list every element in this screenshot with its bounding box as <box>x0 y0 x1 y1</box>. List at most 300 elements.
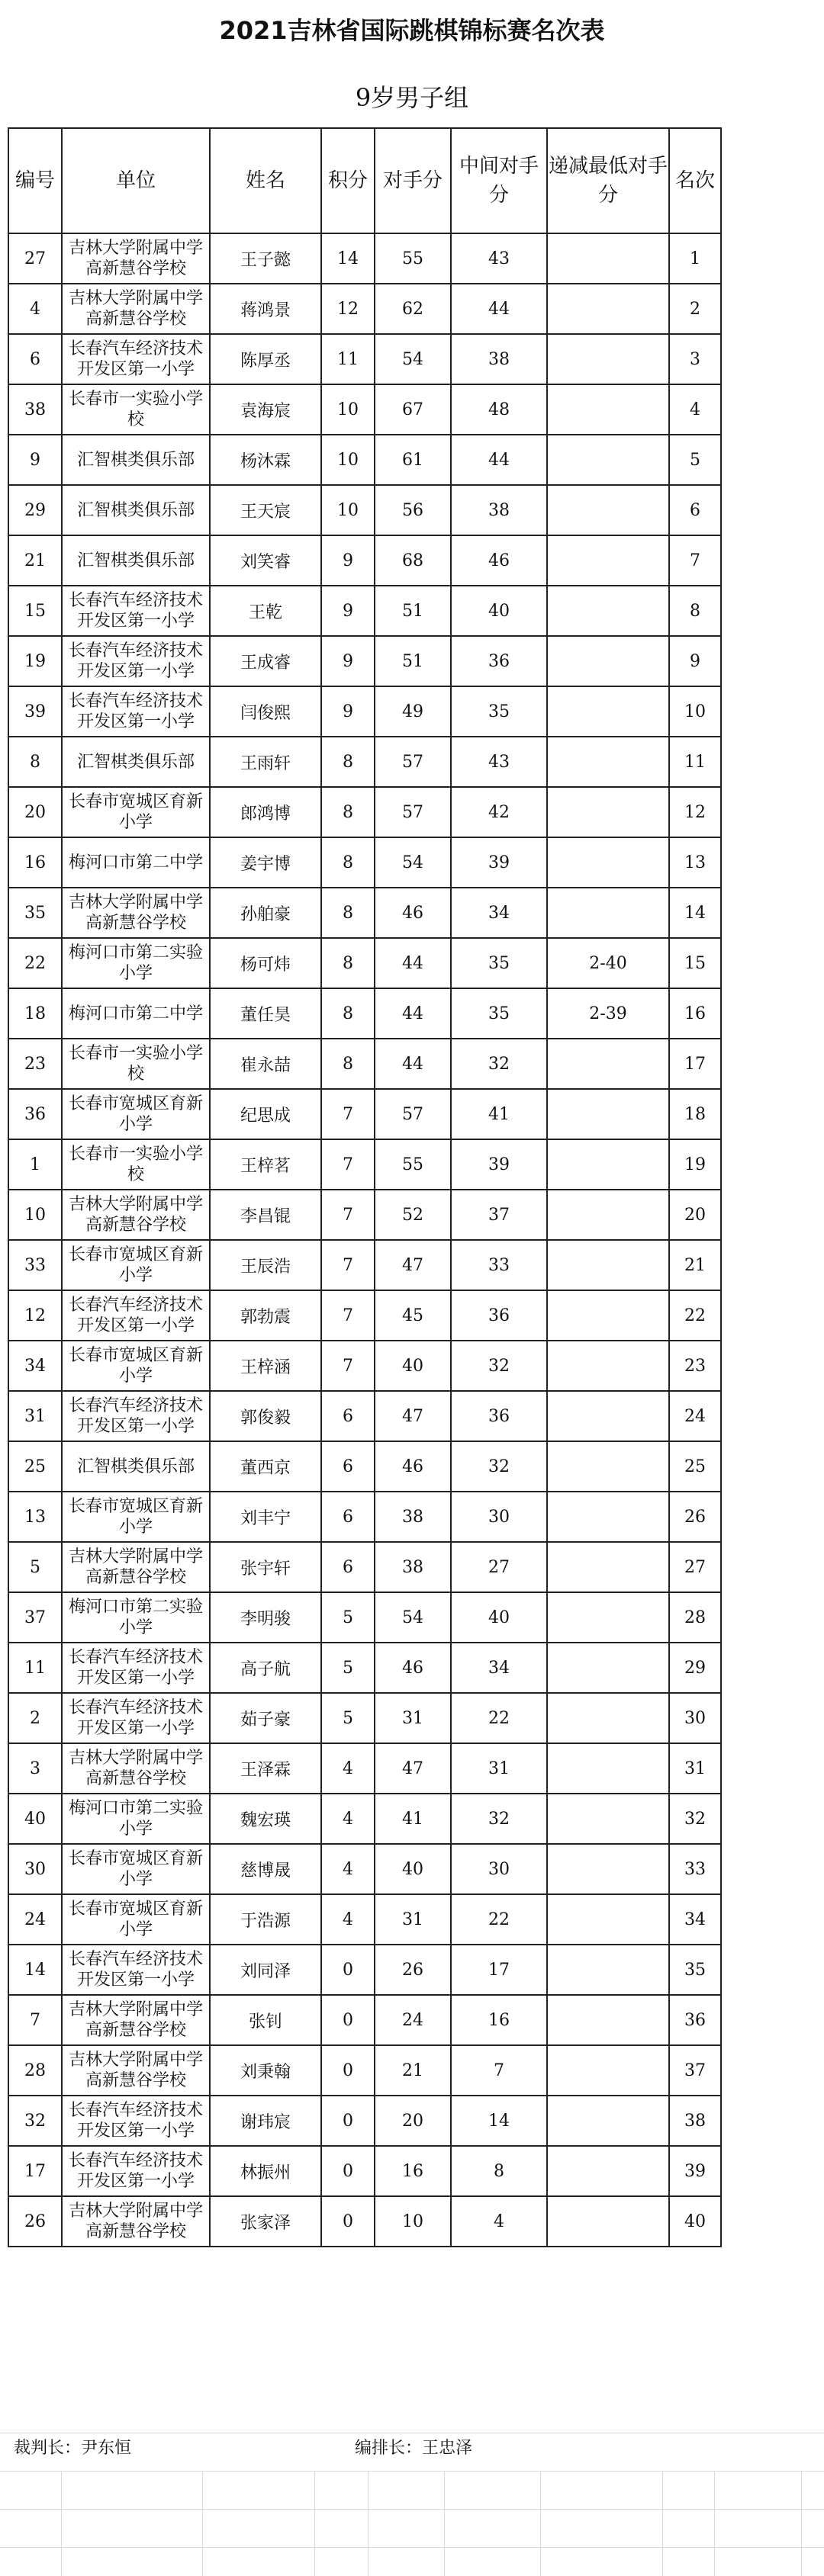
cell-name: 杨沐霖 <box>210 435 321 485</box>
table-row <box>8 1592 810 1643</box>
cell-name: 郭勃震 <box>210 1290 321 1341</box>
cell-reduced-score <box>547 1743 669 1794</box>
cell-opponent-score: 31 <box>375 1894 451 1945</box>
cell-unit: 长春市宽城区育新小学 <box>62 1492 210 1542</box>
cell-reduced-score <box>547 1441 669 1492</box>
cell-id: 29 <box>8 485 62 535</box>
cell-points: 6 <box>321 1441 375 1492</box>
cell-id: 20 <box>8 787 62 837</box>
table-row <box>8 334 810 384</box>
cell-median-score: 39 <box>451 1139 547 1190</box>
table-row <box>8 1391 810 1441</box>
cell-rank: 5 <box>669 435 721 485</box>
cell-id: 38 <box>8 384 62 435</box>
blank-cell <box>721 1743 810 1794</box>
cell-reduced-score <box>547 1190 669 1240</box>
cell-unit: 长春市一实验小学校 <box>62 384 210 435</box>
cell-opponent-score: 46 <box>375 1643 451 1693</box>
table-row <box>8 787 810 837</box>
cell-unit: 长春汽车经济技术开发区第一小学 <box>62 586 210 636</box>
table-row <box>8 1492 810 1542</box>
cell-name: 高子航 <box>210 1643 321 1693</box>
cell-reduced-score <box>547 837 669 888</box>
table-row <box>8 2146 810 2196</box>
grid-line <box>368 2471 369 2576</box>
cell-opponent-score: 57 <box>375 1089 451 1139</box>
cell-opponent-score: 54 <box>375 837 451 888</box>
cell-unit: 吉林大学附属中学高新慧谷学校 <box>62 2045 210 2096</box>
cell-reduced-score <box>547 1542 669 1592</box>
cell-points: 14 <box>321 233 375 284</box>
table-row <box>8 938 810 988</box>
blank-cell <box>721 1290 810 1341</box>
table-row <box>8 1139 810 1190</box>
cell-opponent-score: 44 <box>375 1039 451 1089</box>
blank-cell <box>721 888 810 938</box>
cell-points: 7 <box>321 1089 375 1139</box>
cell-id: 37 <box>8 1592 62 1643</box>
cell-id: 40 <box>8 1794 62 1844</box>
cell-reduced-score <box>547 284 669 334</box>
cell-rank: 37 <box>669 2045 721 2096</box>
cell-unit: 汇智棋类俱乐部 <box>62 1441 210 1492</box>
table-row <box>8 535 810 586</box>
cell-name: 袁海宸 <box>210 384 321 435</box>
cell-points: 6 <box>321 1492 375 1542</box>
cell-median-score: 34 <box>451 888 547 938</box>
cell-points: 6 <box>321 1542 375 1592</box>
cell-opponent-score: 21 <box>375 2045 451 2096</box>
cell-id: 5 <box>8 1542 62 1592</box>
cell-rank: 2 <box>669 284 721 334</box>
cell-reduced-score <box>547 384 669 435</box>
blank-cell <box>721 1542 810 1592</box>
blank-cell <box>721 1592 810 1643</box>
cell-points: 8 <box>321 888 375 938</box>
grid-line <box>0 2471 824 2472</box>
blank-cell <box>721 1945 810 1995</box>
cell-median-score: 32 <box>451 1039 547 1089</box>
table-row <box>8 1844 810 1894</box>
cell-opponent-score: 46 <box>375 1441 451 1492</box>
cell-opponent-score: 57 <box>375 787 451 837</box>
cell-opponent-score: 51 <box>375 586 451 636</box>
blank-cell <box>721 1995 810 2045</box>
cell-reduced-score <box>547 334 669 384</box>
cell-name: 王辰浩 <box>210 1240 321 1290</box>
cell-median-score: 30 <box>451 1844 547 1894</box>
table-row <box>8 636 810 686</box>
cell-median-score: 43 <box>451 737 547 787</box>
blank-cell <box>721 2146 810 2196</box>
cell-name: 李昌锟 <box>210 1190 321 1240</box>
cell-median-score: 32 <box>451 1341 547 1391</box>
cell-opponent-score: 68 <box>375 535 451 586</box>
cell-unit: 汇智棋类俱乐部 <box>62 535 210 586</box>
cell-reduced-score: 2-40 <box>547 938 669 988</box>
grid-line <box>662 2471 663 2576</box>
grid-line <box>540 2471 541 2576</box>
cell-unit: 吉林大学附属中学高新慧谷学校 <box>62 888 210 938</box>
cell-rank: 36 <box>669 1995 721 2045</box>
table-row <box>8 737 810 787</box>
cell-id: 19 <box>8 636 62 686</box>
cell-points: 10 <box>321 384 375 435</box>
cell-opponent-score: 56 <box>375 485 451 535</box>
cell-name: 蒋鸿景 <box>210 284 321 334</box>
table-row <box>8 1341 810 1391</box>
header-opponent-score: 对手分 <box>375 128 451 233</box>
cell-name: 刘笑睿 <box>210 535 321 586</box>
table-row <box>8 384 810 435</box>
cell-opponent-score: 40 <box>375 1844 451 1894</box>
cell-unit: 长春汽车经济技术开发区第一小学 <box>62 1693 210 1743</box>
scheduler-label: 编排长：王忠泽 <box>355 2439 473 2458</box>
blank-cell <box>721 737 810 787</box>
cell-unit: 长春市宽城区育新小学 <box>62 1089 210 1139</box>
cell-opponent-score: 38 <box>375 1492 451 1542</box>
cell-median-score: 22 <box>451 1894 547 1945</box>
cell-reduced-score <box>547 535 669 586</box>
cell-reduced-score <box>547 1643 669 1693</box>
ranking-table <box>8 127 810 2247</box>
blank-cell <box>721 1643 810 1693</box>
cell-points: 0 <box>321 1995 375 2045</box>
table-row <box>8 1794 810 1844</box>
blank-cell <box>721 535 810 586</box>
cell-median-score: 38 <box>451 485 547 535</box>
cell-id: 13 <box>8 1492 62 1542</box>
blank-cell <box>721 1139 810 1190</box>
cell-name: 林振州 <box>210 2146 321 2196</box>
cell-rank: 13 <box>669 837 721 888</box>
header-row <box>8 128 810 233</box>
cell-median-score: 4 <box>451 2196 547 2247</box>
cell-points: 7 <box>321 1190 375 1240</box>
blank-cell <box>721 1441 810 1492</box>
cell-unit: 长春汽车经济技术开发区第一小学 <box>62 1945 210 1995</box>
cell-id: 9 <box>8 435 62 485</box>
cell-id: 4 <box>8 284 62 334</box>
cell-median-score: 30 <box>451 1492 547 1542</box>
cell-rank: 7 <box>669 535 721 586</box>
cell-id: 8 <box>8 737 62 787</box>
cell-opponent-score: 20 <box>375 2096 451 2146</box>
cell-reduced-score <box>547 1391 669 1441</box>
cell-points: 8 <box>321 938 375 988</box>
cell-points: 5 <box>321 1693 375 1743</box>
cell-reduced-score <box>547 1945 669 1995</box>
cell-rank: 33 <box>669 1844 721 1894</box>
header-unit: 单位 <box>62 128 210 233</box>
cell-reduced-score <box>547 1492 669 1542</box>
table-row <box>8 1743 810 1794</box>
cell-reduced-score <box>547 435 669 485</box>
cell-rank: 35 <box>669 1945 721 1995</box>
cell-reduced-score: 2-39 <box>547 988 669 1039</box>
cell-median-score: 37 <box>451 1190 547 1240</box>
cell-opponent-score: 44 <box>375 938 451 988</box>
cell-points: 0 <box>321 1945 375 1995</box>
cell-rank: 11 <box>669 737 721 787</box>
cell-rank: 32 <box>669 1794 721 1844</box>
cell-opponent-score: 31 <box>375 1693 451 1743</box>
table-row <box>8 1945 810 1995</box>
header-id: 编号 <box>8 128 62 233</box>
cell-opponent-score: 55 <box>375 1139 451 1190</box>
cell-reduced-score <box>547 1592 669 1643</box>
table-row <box>8 888 810 938</box>
cell-name: 王乾 <box>210 586 321 636</box>
cell-unit: 长春市宽城区育新小学 <box>62 1240 210 1290</box>
table-row <box>8 988 810 1039</box>
cell-unit: 吉林大学附属中学高新慧谷学校 <box>62 1743 210 1794</box>
cell-id: 14 <box>8 1945 62 1995</box>
cell-id: 21 <box>8 535 62 586</box>
cell-unit: 长春汽车经济技术开发区第一小学 <box>62 2096 210 2146</box>
cell-rank: 17 <box>669 1039 721 1089</box>
cell-name: 张宇轩 <box>210 1542 321 1592</box>
cell-reduced-score <box>547 1693 669 1743</box>
blank-cell <box>721 233 810 284</box>
cell-points: 4 <box>321 1794 375 1844</box>
cell-median-score: 14 <box>451 2096 547 2146</box>
cell-opponent-score: 54 <box>375 334 451 384</box>
cell-reduced-score <box>547 636 669 686</box>
cell-median-score: 42 <box>451 787 547 837</box>
cell-median-score: 31 <box>451 1743 547 1794</box>
cell-unit: 长春市宽城区育新小学 <box>62 787 210 837</box>
cell-id: 18 <box>8 988 62 1039</box>
blank-cell <box>721 1894 810 1945</box>
cell-id: 33 <box>8 1240 62 1290</box>
cell-rank: 10 <box>669 686 721 737</box>
blank-cell <box>721 384 810 435</box>
cell-median-score: 32 <box>451 1794 547 1844</box>
grid-line <box>714 2471 715 2576</box>
blank-cell <box>721 1391 810 1441</box>
blank-cell <box>721 837 810 888</box>
cell-unit: 长春市宽城区育新小学 <box>62 1844 210 1894</box>
table-row <box>8 686 810 737</box>
cell-median-score: 44 <box>451 435 547 485</box>
cell-reduced-score <box>547 1039 669 1089</box>
cell-id: 15 <box>8 586 62 636</box>
cell-id: 2 <box>8 1693 62 1743</box>
table-row <box>8 435 810 485</box>
cell-median-score: 40 <box>451 586 547 636</box>
cell-opponent-score: 57 <box>375 737 451 787</box>
cell-median-score: 35 <box>451 938 547 988</box>
cell-unit: 长春市一实验小学校 <box>62 1039 210 1089</box>
cell-opponent-score: 54 <box>375 1592 451 1643</box>
cell-rank: 16 <box>669 988 721 1039</box>
cell-points: 7 <box>321 1341 375 1391</box>
cell-id: 17 <box>8 2146 62 2196</box>
blank-cell <box>721 1190 810 1240</box>
table-row <box>8 284 810 334</box>
cell-name: 张钊 <box>210 1995 321 2045</box>
cell-rank: 22 <box>669 1290 721 1341</box>
cell-opponent-score: 46 <box>375 888 451 938</box>
cell-opponent-score: 16 <box>375 2146 451 2196</box>
cell-name: 刘丰宁 <box>210 1492 321 1542</box>
blank-cell <box>721 1089 810 1139</box>
cell-median-score: 36 <box>451 636 547 686</box>
cell-unit: 长春市宽城区育新小学 <box>62 1341 210 1391</box>
blank-cell <box>721 284 810 334</box>
cell-opponent-score: 62 <box>375 284 451 334</box>
cell-rank: 15 <box>669 938 721 988</box>
cell-points: 8 <box>321 787 375 837</box>
cell-reduced-score <box>547 888 669 938</box>
cell-points: 9 <box>321 636 375 686</box>
blank-cell <box>721 334 810 384</box>
page-title: 2021吉林省国际跳棋锦标赛名次表 <box>219 16 605 45</box>
cell-points: 7 <box>321 1290 375 1341</box>
cell-rank: 21 <box>669 1240 721 1290</box>
cell-reduced-score <box>547 1894 669 1945</box>
cell-reduced-score <box>547 233 669 284</box>
cell-points: 10 <box>321 435 375 485</box>
grid-line <box>444 2471 445 2576</box>
cell-unit: 吉林大学附属中学高新慧谷学校 <box>62 1995 210 2045</box>
cell-points: 5 <box>321 1592 375 1643</box>
cell-median-score: 48 <box>451 384 547 435</box>
cell-unit: 长春汽车经济技术开发区第一小学 <box>62 1391 210 1441</box>
cell-rank: 38 <box>669 2096 721 2146</box>
blank-cell <box>721 2096 810 2146</box>
cell-id: 28 <box>8 2045 62 2096</box>
cell-unit: 长春汽车经济技术开发区第一小学 <box>62 686 210 737</box>
cell-unit: 吉林大学附属中学高新慧谷学校 <box>62 284 210 334</box>
cell-name: 刘秉翰 <box>210 2045 321 2096</box>
blank-cell <box>721 1341 810 1391</box>
cell-points: 0 <box>321 2045 375 2096</box>
cell-points: 9 <box>321 586 375 636</box>
cell-id: 32 <box>8 2096 62 2146</box>
cell-name: 王雨轩 <box>210 737 321 787</box>
cell-name: 于浩源 <box>210 1894 321 1945</box>
table-row <box>8 485 810 535</box>
cell-rank: 12 <box>669 787 721 837</box>
cell-points: 10 <box>321 485 375 535</box>
cell-name: 陈厚丞 <box>210 334 321 384</box>
table-row <box>8 1290 810 1341</box>
cell-reduced-score <box>547 1341 669 1391</box>
cell-median-score: 36 <box>451 1391 547 1441</box>
blank-cell <box>721 636 810 686</box>
referee-label: 裁判长：尹东恒 <box>14 2439 132 2458</box>
group-subtitle: 9岁男子组 <box>355 83 469 112</box>
cell-id: 23 <box>8 1039 62 1089</box>
cell-rank: 20 <box>669 1190 721 1240</box>
cell-reduced-score <box>547 2146 669 2196</box>
cell-rank: 14 <box>669 888 721 938</box>
cell-median-score: 38 <box>451 334 547 384</box>
cell-unit: 梅河口市第二实验小学 <box>62 1794 210 1844</box>
cell-points: 9 <box>321 686 375 737</box>
cell-id: 1 <box>8 1139 62 1190</box>
cell-name: 魏宏瑛 <box>210 1794 321 1844</box>
cell-points: 8 <box>321 1039 375 1089</box>
cell-id: 25 <box>8 1441 62 1492</box>
cell-median-score: 36 <box>451 1290 547 1341</box>
cell-id: 10 <box>8 1190 62 1240</box>
cell-points: 9 <box>321 535 375 586</box>
cell-median-score: 27 <box>451 1542 547 1592</box>
table-row <box>8 1693 810 1743</box>
grid-line <box>61 2471 62 2576</box>
cell-name: 董西京 <box>210 1441 321 1492</box>
cell-id: 39 <box>8 686 62 737</box>
blank-cell <box>721 485 810 535</box>
grid-line <box>202 2471 203 2576</box>
cell-reduced-score <box>547 1794 669 1844</box>
cell-unit: 汇智棋类俱乐部 <box>62 737 210 787</box>
cell-opponent-score: 47 <box>375 1743 451 1794</box>
blank-cell <box>721 1794 810 1844</box>
blank-cell <box>721 1693 810 1743</box>
cell-median-score: 33 <box>451 1240 547 1290</box>
cell-median-score: 32 <box>451 1441 547 1492</box>
cell-unit: 长春汽车经济技术开发区第一小学 <box>62 1290 210 1341</box>
cell-opponent-score: 10 <box>375 2196 451 2247</box>
cell-name: 杨可炜 <box>210 938 321 988</box>
blank-cell <box>721 938 810 988</box>
cell-name: 茹子豪 <box>210 1693 321 1743</box>
cell-median-score: 8 <box>451 2146 547 2196</box>
cell-name: 郎鸿博 <box>210 787 321 837</box>
cell-reduced-score <box>547 2196 669 2247</box>
cell-name: 王成睿 <box>210 636 321 686</box>
table-row <box>8 2196 810 2247</box>
cell-median-score: 44 <box>451 284 547 334</box>
cell-reduced-score <box>547 787 669 837</box>
cell-median-score: 40 <box>451 1592 547 1643</box>
cell-points: 12 <box>321 284 375 334</box>
cell-opponent-score: 26 <box>375 1945 451 1995</box>
cell-unit: 汇智棋类俱乐部 <box>62 435 210 485</box>
cell-rank: 4 <box>669 384 721 435</box>
cell-rank: 34 <box>669 1894 721 1945</box>
header-blank-cell <box>721 128 810 233</box>
cell-id: 24 <box>8 1894 62 1945</box>
cell-points: 8 <box>321 988 375 1039</box>
cell-unit: 长春市宽城区育新小学 <box>62 1894 210 1945</box>
cell-points: 4 <box>321 1743 375 1794</box>
table-row <box>8 1441 810 1492</box>
cell-points: 0 <box>321 2096 375 2146</box>
cell-id: 6 <box>8 334 62 384</box>
table-row <box>8 837 810 888</box>
cell-id: 22 <box>8 938 62 988</box>
table-row <box>8 233 810 284</box>
blank-cell <box>721 2045 810 2096</box>
cell-id: 11 <box>8 1643 62 1693</box>
blank-cell <box>721 1844 810 1894</box>
cell-unit: 吉林大学附属中学高新慧谷学校 <box>62 2196 210 2247</box>
cell-points: 0 <box>321 2146 375 2196</box>
cell-reduced-score <box>547 1240 669 1290</box>
cell-points: 7 <box>321 1240 375 1290</box>
grid-line <box>801 2471 802 2576</box>
cell-rank: 3 <box>669 334 721 384</box>
cell-opponent-score: 40 <box>375 1341 451 1391</box>
cell-reduced-score <box>547 1995 669 2045</box>
cell-reduced-score <box>547 686 669 737</box>
cell-reduced-score <box>547 1844 669 1894</box>
